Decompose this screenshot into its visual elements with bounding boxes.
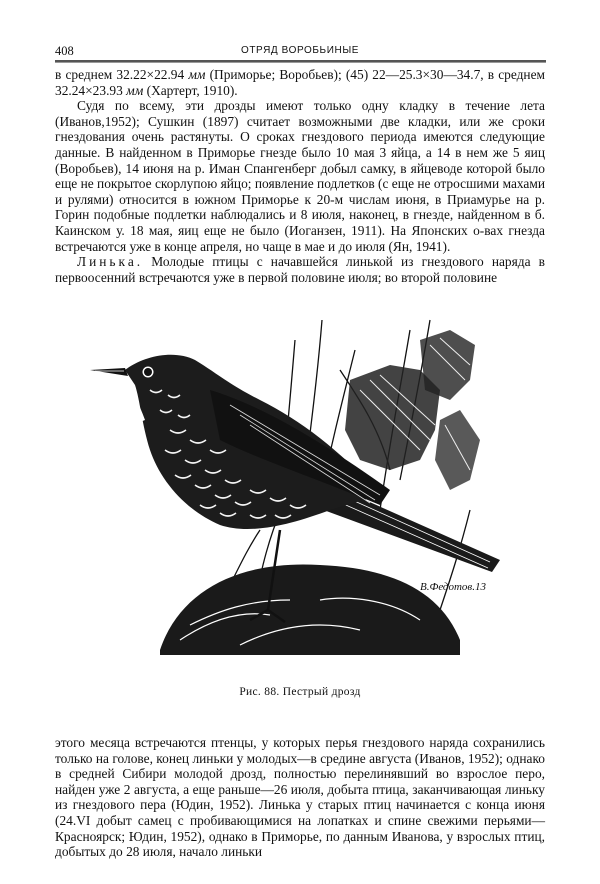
text-span: (Приморье; Воробьев); (45) 22—25.3×30—34.7, в среднем 32.24×23.93 xyxy=(55,67,546,98)
running-title: ОТРЯД ВОРОБЬИНЫЕ xyxy=(240,45,360,56)
paragraph-molt xyxy=(55,254,545,285)
unit-mm: мм xyxy=(188,67,206,82)
top-text-block xyxy=(55,67,545,285)
paragraph-clutches: Судя по всему, эти дрозды имеют только одну кладку в течение лета (Иванов,1952); Сушкин (1897) считает возможными две кладки, или же сроки гнездования очень растянуты. О сроках гнездового периода имеются следующие данные. В найденном в Приморье гнезде было 10 мая 3 яйца, а 14 в нем же 5 яиц (Воробьев), 14 июня на р. Иман Спангенберг добыл самку, в яйцеводе которой было еще не покрытое скорлупою яйцо; появление подлетков (с еще не отросшими махами и рулями) относится в южном Приморье к 20-м числам июня, в Приамурье на р. Горин подобные подлетки наблюдались и 8 июля, наконец, в гнезде, найденном в б. Каинском у. 18 мая, яиц еще не было (Иоганзен, 1911). На Японских о-вах гнезда встречаются уже в конце апреля, но чаще в мае и до июля (Ян, 1941). xyxy=(55,98,545,254)
paragraph-molt-continued: этого месяца встречаются птенцы, у которых перья гнездового наряда сохранились только на голове, конец линьки у молодых—в средине августа (Иванов, 1952); однако в средней Сибири молодой дрозд, полностью перелинявший во взрослое перо, найден уже 2 августа, а еще раньше—26 июля, добыта птица, заканчивающая линьку из гнездового пера (Юдин, 1952). Линька у старых птиц начинается с конца июня (24.VI добыт самец с пробивающимися на лопатках и спине свежими перьями—Красноярск; Юдин, 1952), однако в Приморье, по данным Иванова, у взрослых птиц, добытых до 28 июля, начало линьки xyxy=(55,735,545,860)
unit-mm: мм xyxy=(126,82,144,98)
svg-text:В.Федотов.13: В.Федотов.13 xyxy=(420,581,486,593)
header-rule xyxy=(55,60,546,63)
figure-caption: Рис. 88. Пестрый дрозд xyxy=(239,686,361,698)
section-heading-molt: Линька. xyxy=(77,254,144,270)
text-span: (Хартерт, 1910). xyxy=(143,82,238,98)
thrush-illustration xyxy=(90,310,520,670)
page-number: 408 xyxy=(55,44,74,58)
page-header xyxy=(55,44,545,60)
bottom-text-block xyxy=(55,735,545,860)
text-span: в среднем 32.22×22.94 xyxy=(55,67,189,82)
paragraph-egg-sizes xyxy=(55,67,545,98)
text-span: Молодые птицы с начавшейся линькой из гнездового наряда в первоосенний встречаются уже в первой половине июля; во второй половине xyxy=(55,254,545,285)
